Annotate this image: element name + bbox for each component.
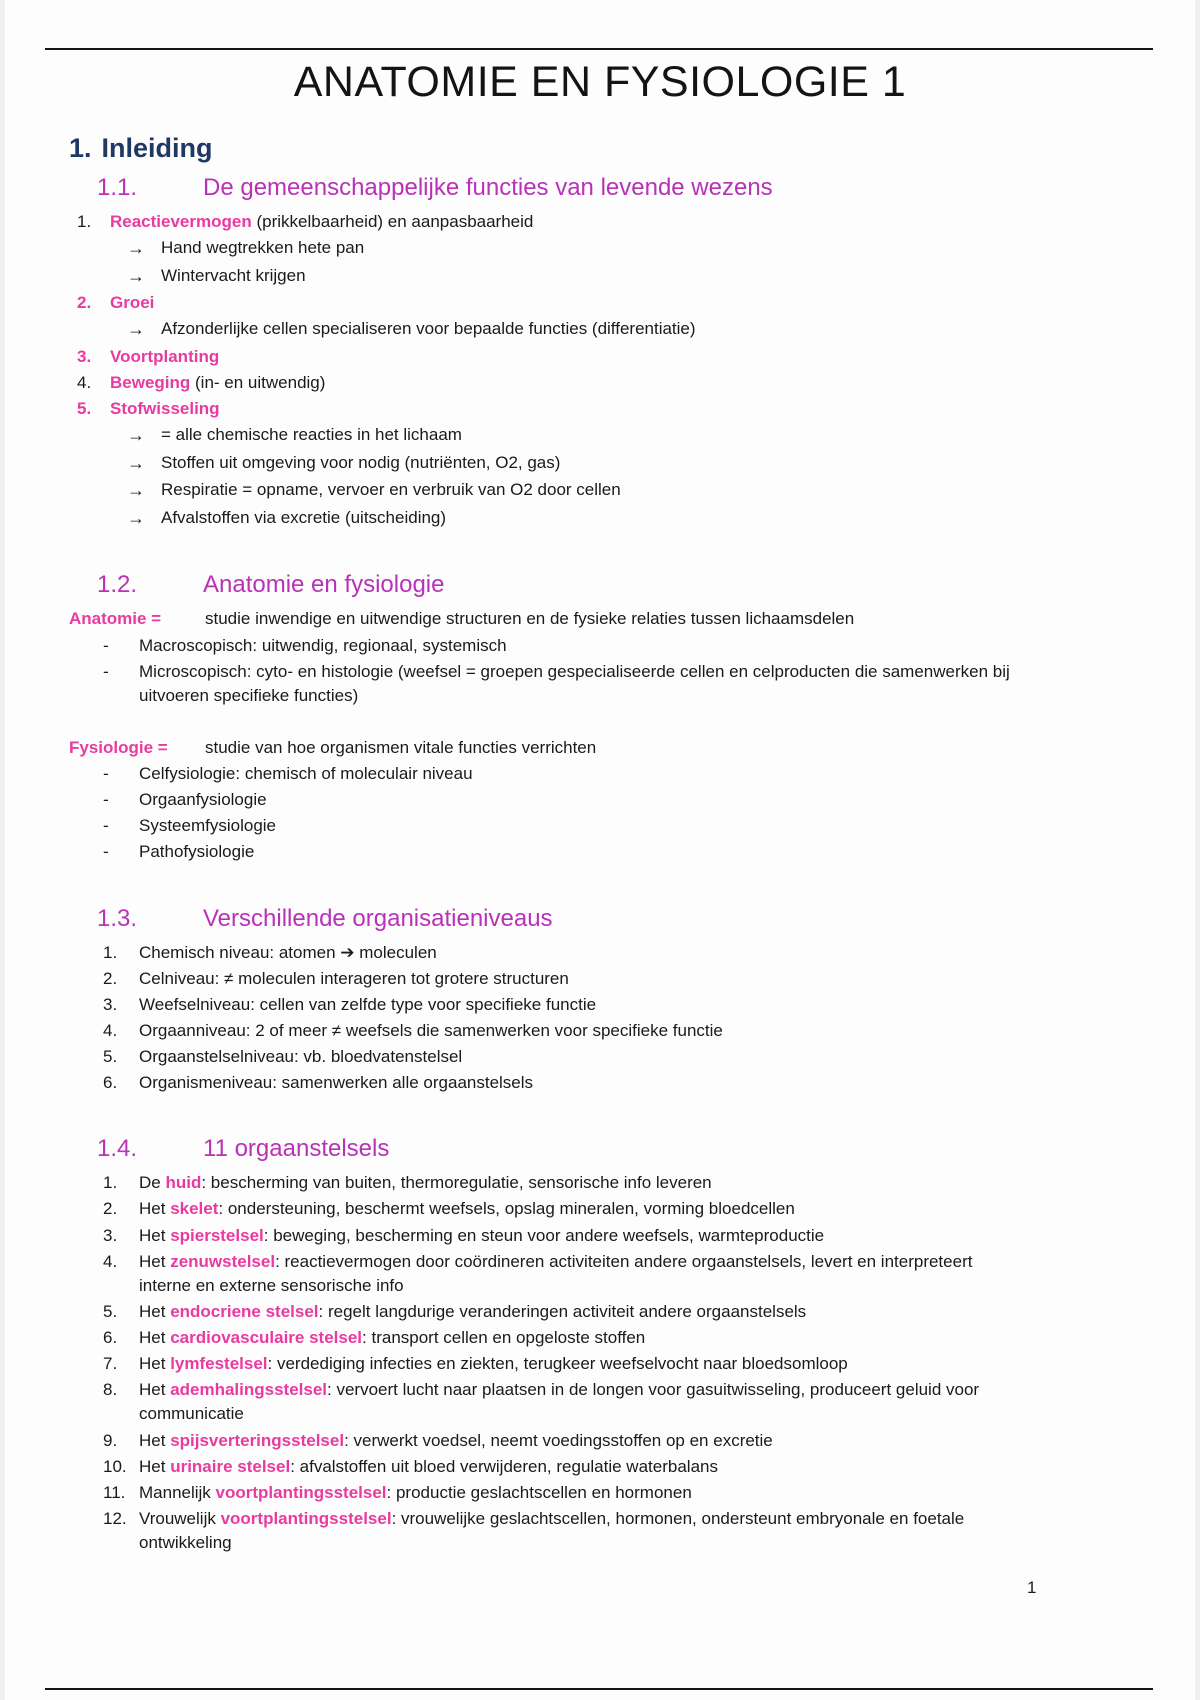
body-text: Celfysiologie: chemisch of moleculair niveau bbox=[139, 764, 473, 784]
list-item bbox=[5, 371, 1195, 395]
list-item bbox=[5, 941, 1195, 965]
list-number: 1. bbox=[103, 942, 118, 962]
dash-icon: - bbox=[103, 790, 109, 810]
list-item bbox=[5, 1197, 1195, 1221]
text-pre: Het bbox=[139, 1380, 171, 1400]
term: Fysiologie = bbox=[69, 737, 168, 757]
text-rest: : beweging, bescherming en steun voor andere weefsels, warmteproductie bbox=[263, 1225, 825, 1245]
text-rest: : ondersteuning, beschermt weefsels, opslag mineralen, vorming bloedcellen bbox=[218, 1199, 795, 1219]
text-rest: (in- en uitwendig) bbox=[190, 373, 326, 393]
text-pre: Het bbox=[139, 1251, 171, 1271]
list-item bbox=[5, 291, 1195, 315]
list-item bbox=[5, 967, 1195, 991]
term: cardiovasculaire stelsel bbox=[170, 1328, 363, 1348]
list-number: 9. bbox=[103, 1430, 118, 1450]
body-text: Wintervacht krijgen bbox=[161, 265, 306, 285]
term: Groei bbox=[110, 293, 155, 313]
body-text: Afzonderlijke cellen specialiseren voor bepaalde functies (differentiatie) bbox=[161, 319, 696, 339]
list-number: 12. bbox=[103, 1508, 127, 1528]
term: zenuwstelsel bbox=[170, 1251, 276, 1271]
list-item bbox=[5, 1071, 1195, 1095]
list-number: 4. bbox=[77, 373, 92, 393]
subsection-number: 1.3. bbox=[97, 904, 138, 932]
list-number: 2. bbox=[103, 968, 118, 988]
term: urinaire stelsel bbox=[170, 1456, 291, 1476]
list-item bbox=[5, 1019, 1195, 1043]
section-number: 1. bbox=[69, 133, 92, 163]
list-number: 5. bbox=[103, 1047, 118, 1067]
body-text: Organismeniveau: samenwerken alle orgaanstelsels bbox=[139, 1073, 534, 1093]
term: endocriene stelsel bbox=[170, 1301, 319, 1321]
subsection-1-3-heading bbox=[5, 905, 1195, 933]
body-text bbox=[110, 291, 154, 315]
dash-icon: - bbox=[103, 842, 109, 862]
dash-bullet bbox=[5, 660, 1195, 708]
list-item bbox=[5, 1352, 1195, 1376]
list-number: 3. bbox=[77, 346, 92, 366]
text-rest: : verwerkt voedsel, neemt voedingsstoffen op en excretie bbox=[344, 1430, 773, 1450]
body-text bbox=[139, 1326, 645, 1350]
list-item bbox=[5, 1171, 1195, 1195]
body-text bbox=[139, 1352, 848, 1376]
arrow-icon: → bbox=[127, 319, 145, 340]
list-item bbox=[5, 993, 1195, 1017]
subsection-1-4-heading bbox=[5, 1135, 1195, 1163]
list-item bbox=[5, 1455, 1195, 1479]
page-number: 1 bbox=[1027, 1578, 1037, 1597]
term: lymfestelsel bbox=[170, 1354, 268, 1374]
text-rest: : productie geslachtscellen en hormonen bbox=[386, 1482, 692, 1502]
dash-icon: - bbox=[103, 635, 109, 655]
arrow-bullet bbox=[5, 236, 1195, 262]
list-number: 3. bbox=[103, 1225, 118, 1245]
definition-row bbox=[5, 607, 1195, 631]
body-text bbox=[110, 210, 533, 234]
body-text: Respiratie = opname, vervoer en verbruik van O2 door cellen bbox=[161, 480, 621, 500]
subsection-title: Verschillende organisatieniveaus bbox=[203, 904, 553, 932]
body-text: Weefselniveau: cellen van zelfde type voor specifieke functie bbox=[139, 994, 597, 1014]
body-text: Afvalstoffen via excretie (uitscheiding) bbox=[161, 507, 447, 527]
body-text: Systeemfysiologie bbox=[139, 816, 277, 836]
body-text bbox=[110, 397, 220, 421]
body-text bbox=[139, 1250, 1019, 1298]
body-text: studie inwendige en uitwendige structuren en de fysieke relaties tussen lichaamsdelen bbox=[205, 609, 855, 629]
arrow-bullet bbox=[5, 451, 1195, 477]
body-text bbox=[139, 1224, 824, 1248]
list-number: 5. bbox=[77, 399, 92, 419]
text-pre: Het bbox=[139, 1301, 171, 1321]
arrow-icon: → bbox=[127, 425, 145, 446]
term: voortplantingsstelsel bbox=[220, 1508, 392, 1528]
text-rest: : verdediging infecties en ziekten, terugkeer weefselvocht naar bloedsomloop bbox=[267, 1354, 848, 1374]
top-rule bbox=[45, 48, 1153, 50]
list-item bbox=[5, 1481, 1195, 1505]
text-pre: Het bbox=[139, 1328, 171, 1348]
term: Anatomie = bbox=[69, 609, 162, 629]
text-pre: Het bbox=[139, 1430, 171, 1450]
definition-row bbox=[5, 736, 1195, 760]
term: Stofwisseling bbox=[110, 399, 220, 419]
subsection-title: De gemeenschappelijke functies van levende wezens bbox=[203, 174, 773, 201]
list-item bbox=[5, 1300, 1195, 1324]
term: huid bbox=[165, 1173, 202, 1193]
section-1-heading bbox=[69, 133, 1195, 164]
term: Voortplanting bbox=[110, 346, 220, 366]
text-rest: : afvalstoffen uit bloed verwijderen, regulatie waterbalans bbox=[290, 1456, 718, 1476]
body-text: studie van hoe organismen vitale functies verrichten bbox=[205, 737, 597, 757]
text-rest: : vervoert lucht naar plaatsen in de longen voor gasuitwisseling, produceert geluid voor communicatie bbox=[139, 1380, 980, 1424]
body-text: Hand wegtrekken hete pan bbox=[161, 238, 365, 258]
body-text bbox=[139, 1300, 806, 1324]
body-text bbox=[139, 1171, 712, 1195]
list-number: 8. bbox=[103, 1380, 118, 1400]
list-item bbox=[5, 1378, 1195, 1426]
section-title: Inleiding bbox=[101, 133, 213, 163]
arrow-icon: → bbox=[127, 480, 145, 501]
dash-bullet bbox=[5, 634, 1195, 658]
list-number: 3. bbox=[103, 994, 118, 1014]
body-text bbox=[139, 1455, 718, 1479]
list-item bbox=[5, 1507, 1195, 1555]
body-text bbox=[139, 1197, 795, 1221]
arrow-icon: → bbox=[127, 238, 145, 259]
dash-icon: - bbox=[103, 816, 109, 836]
arrow-bullet bbox=[5, 506, 1195, 532]
dash-icon: - bbox=[103, 661, 109, 681]
list-number: 7. bbox=[103, 1354, 118, 1374]
arrow-bullet bbox=[5, 317, 1195, 343]
list-number: 6. bbox=[103, 1073, 118, 1093]
dash-bullet bbox=[5, 788, 1195, 812]
subsection-title: Anatomie en fysiologie bbox=[203, 571, 445, 599]
term: skelet bbox=[170, 1199, 219, 1219]
body-text: Microscopisch: cyto- en histologie (weefsel = groepen gespecialiseerde cellen en celproducten die samenwerken bij uitvoeren specifieke functies) bbox=[139, 661, 1010, 705]
list-item bbox=[5, 397, 1195, 421]
body-text: Celniveau: ≠ moleculen interageren tot grotere structuren bbox=[139, 968, 569, 988]
text-pre: Vrouwelijk bbox=[139, 1508, 221, 1528]
body-text bbox=[139, 1429, 773, 1453]
text-rest: : bescherming van buiten, thermoregulatie, sensorische info leveren bbox=[201, 1173, 712, 1193]
subsection-1-2-heading bbox=[5, 571, 1195, 599]
list-item bbox=[5, 345, 1195, 369]
list-number: 6. bbox=[103, 1328, 118, 1348]
list-number: 2. bbox=[103, 1199, 118, 1219]
arrow-bullet bbox=[5, 264, 1195, 290]
list-number: 4. bbox=[103, 1251, 118, 1271]
term: Beweging bbox=[110, 373, 191, 393]
arrow-icon: → bbox=[127, 265, 145, 286]
list-number: 4. bbox=[103, 1020, 118, 1040]
term: ademhalingsstelsel bbox=[170, 1380, 328, 1400]
text-rest: : vrouwelijke geslachtscellen, hormonen, ondersteunt embryonale en foetale ontwikkeling bbox=[139, 1508, 965, 1553]
text-pre: Mannelijk bbox=[139, 1482, 216, 1502]
body-text: Pathofysiologie bbox=[139, 842, 255, 862]
arrow-bullet bbox=[5, 423, 1195, 449]
list-number: 11. bbox=[103, 1482, 126, 1502]
subsection-1-1-heading bbox=[5, 174, 1195, 202]
body-text bbox=[139, 1378, 1019, 1426]
text-pre: Het bbox=[139, 1456, 171, 1476]
list-item bbox=[5, 1429, 1195, 1453]
body-text bbox=[110, 345, 219, 369]
arrow-icon: → bbox=[127, 507, 145, 528]
list-number: 10. bbox=[103, 1456, 127, 1476]
text-rest: : regelt langdurige veranderingen activiteit andere orgaanstelsels bbox=[318, 1301, 807, 1321]
text-pre: De bbox=[139, 1173, 166, 1193]
doc-title: ANATOMIE EN FYSIOLOGIE 1 bbox=[293, 58, 907, 106]
term: Reactievermogen bbox=[110, 212, 252, 231]
dash-bullet bbox=[5, 762, 1195, 786]
list-number: 1. bbox=[103, 1173, 118, 1193]
subsection-number: 1.2. bbox=[97, 571, 138, 599]
body-text: Stoffen uit omgeving voor nodig (nutriënten, O2, gas) bbox=[161, 452, 561, 472]
list-number: 1. bbox=[77, 212, 92, 231]
list-number: 2. bbox=[77, 293, 92, 313]
list-number: 5. bbox=[103, 1301, 118, 1321]
body-text: Orgaanfysiologie bbox=[139, 790, 267, 810]
term: spijsverteringsstelsel bbox=[170, 1430, 345, 1450]
list-item bbox=[5, 1326, 1195, 1350]
body-text: Orgaanstelselniveau: vb. bloedvatenstelsel bbox=[139, 1047, 463, 1067]
subsection-title: 11 orgaanstelsels bbox=[203, 1135, 390, 1163]
subsection-number: 1.1. bbox=[97, 174, 138, 201]
bottom-rule bbox=[45, 1688, 1153, 1690]
text-pre: Het bbox=[139, 1354, 171, 1374]
arrow-icon: → bbox=[127, 452, 145, 473]
text-rest: (prikkelbaarheid) en aanpasbaarheid bbox=[251, 212, 534, 231]
dash-icon: - bbox=[103, 764, 109, 784]
arrow-bullet bbox=[5, 478, 1195, 504]
text-rest: : reactievermogen door coördineren activiteiten andere orgaanstelsels, levert en interpreteert interne en externe sensorische info bbox=[139, 1251, 973, 1295]
term: spierstelsel bbox=[170, 1225, 264, 1245]
list-item bbox=[5, 1224, 1195, 1248]
body-text bbox=[139, 1507, 1019, 1555]
body-text bbox=[139, 1481, 692, 1505]
list-item bbox=[5, 1250, 1195, 1298]
list-item bbox=[5, 210, 1195, 234]
dash-bullet bbox=[5, 840, 1195, 864]
dash-bullet bbox=[5, 814, 1195, 838]
text-pre: Het bbox=[139, 1225, 171, 1245]
body-text bbox=[110, 371, 325, 395]
text-rest: : transport cellen en opgeloste stoffen bbox=[362, 1328, 646, 1348]
list-item bbox=[5, 1045, 1195, 1069]
term: voortplantingsstelsel bbox=[215, 1482, 387, 1502]
text-pre: Het bbox=[139, 1199, 171, 1219]
body-text: Orgaanniveau: 2 of meer ≠ weefsels die samenwerken voor specifieke functie bbox=[139, 1020, 723, 1040]
body-text: Chemisch niveau: atomen ➔ moleculen bbox=[139, 942, 437, 962]
body-text: Macroscopisch: uitwendig, regionaal, systemisch bbox=[139, 635, 507, 655]
subsection-number: 1.4. bbox=[97, 1135, 138, 1163]
body-text: = alle chemische reacties in het lichaam bbox=[161, 425, 462, 445]
